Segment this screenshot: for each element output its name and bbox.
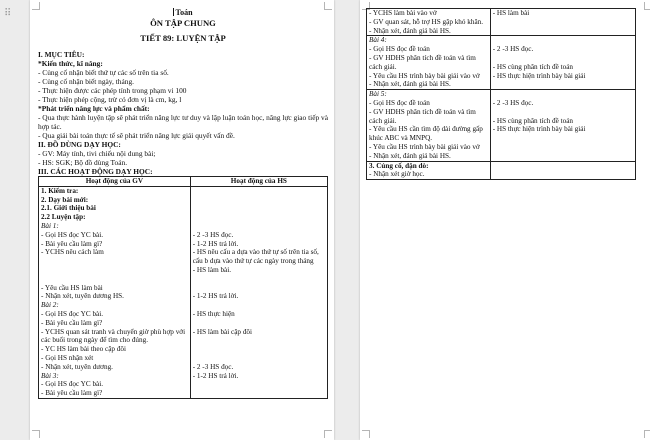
teacher-activity-line: - Nhận xét giờ học. [369,170,425,179]
column-header-teacher: Hoạt động của GV [39,177,191,187]
teacher-activity-line: - Gọi HS đọc YC bài. [41,380,104,389]
student-activity-line: - 1-2 HS trả lời. [192,239,239,248]
teacher-activity-line: - Yêu cầu HS trình bày bài giải vào vở [369,71,480,80]
student-activity-line [193,319,325,328]
student-activity-line: - 2 -3 HS đọc. [492,98,534,107]
student-activity-line: - 2 -3 HS đọc. [192,362,234,371]
teacher-activity-line: - Nhận xét, tuyên dương HS. [41,292,124,301]
teacher-activity-line [41,266,188,275]
capacity-heading: *Phát triển năng lực và phẩm chất: [38,104,150,113]
objectives-heading: I. MỤC TIÊU: [38,50,85,59]
exercise-title: Bài 5: [369,90,387,99]
student-activity-line: - HS thực hiện [192,309,235,318]
student-activity-line [193,284,325,293]
teacher-activity-line [41,275,188,284]
capacity-item: - Qua thực hành luyện tập sẽ phát triển năng lực tư duy và lập luận toán học, năng lực giao tiếp và hợp tác. [38,113,329,131]
student-activity-line [193,204,325,213]
spacer [493,36,633,45]
student-activity-cell [490,9,635,36]
teacher-activity-line: - Nhận xét, đánh giá bài HS. [369,80,451,89]
teacher-activity-cell [39,186,191,398]
student-activity-line [193,187,325,196]
student-activity-line: - HS làm bài [492,9,530,17]
spacer [493,54,633,63]
table-header-row [39,177,328,187]
crop-mark [362,430,370,438]
materials-item: - HS: SGK; Bộ đồ dùng Toán. [38,158,128,167]
capacity-list [38,113,328,140]
teacher-activity-line: - Bài yêu cầu làm gì? [41,239,103,248]
teacher-activity-line: - Gọi HS đọc YC bài. [41,230,104,239]
student-activity-line: - HS làm bài. [192,265,232,274]
teacher-activity-line: 2. Dạy bài mới: [41,195,89,204]
student-activity-line [193,345,325,354]
materials-list [38,149,328,167]
activities-table [38,176,328,399]
column-header-student: Hoạt động của HS [190,177,327,187]
student-activity-line [193,354,325,363]
teacher-activity-line: - Bài yêu cầu làm gì? [41,318,103,327]
activities-table-continued [366,8,636,180]
student-activity-line: - 2 -3 HS đọc. [192,230,234,239]
capacity-item: - Qua giải bài toán thực tế sẽ phát triển năng lực giải quyết vấn đề. [38,131,235,140]
teacher-activity-line [41,257,188,266]
document-page-1 [30,0,334,440]
knowledge-item: - Củng cố nhận biết ngày, tháng. [38,77,134,86]
teacher-activity-line: Bài 3: [41,371,59,380]
student-activity-line: - HS thực hiện trình bày bài giải [492,71,586,80]
student-activity-line [193,336,325,345]
table-row [367,90,636,161]
teacher-activity-line: - Yêu cầu HS làm bài [41,283,103,292]
student-activity-cell [190,186,327,398]
teacher-activity-line: - Gọi HS đọc YC bài. [41,309,104,318]
student-activity-line [193,213,325,222]
document-title: ÔN TẬP CHUNG [150,18,216,28]
teacher-activity-line: - Nhận xét, đánh giá bài HS. [369,151,451,160]
student-activity-line: - HS cùng phân tích đề toán [492,62,573,71]
teacher-activity-line: - Bài yêu cầu làm gì? [41,389,103,398]
spacer [493,108,633,117]
teacher-activity-line: - Gọi HS đọc đề toán [369,45,430,54]
knowledge-list [38,68,328,104]
teacher-activity-line: - YCHS quan sát tranh và chuyển giờ phù hợp với các buổi trong ngày để tìm cho đúng. [41,327,186,345]
teacher-activity-cell [367,36,491,90]
drag-handle-icon[interactable]: ⠿ [4,8,11,19]
teacher-activity-line: - YCHS làm bài vào vở [369,9,437,17]
crop-mark [644,430,650,438]
teacher-activity-cell [367,161,491,180]
teacher-activity-line: - YCHS nêu cách làm [41,248,104,257]
teacher-activity-line: 1. Kiểm tra: [41,186,79,195]
table-row [367,9,636,36]
teacher-activity-line: - Nhận xét, tuyên dương. [41,362,113,371]
knowledge-item: - Thực hiện phép cộng, trừ có đơn vị là cm, kg, l [38,95,182,104]
table-row [367,36,636,90]
student-activity-cell [490,90,635,161]
teacher-activity-line: - Yêu cầu HS cần tìm độ dài đường gấp khúc ABC và MNPQ. [369,125,483,143]
student-activity-line: - HS nêu cấu a dựa vào thứ tự số trên tia số, cấu b dựa vào thứ tự các ngày trong tháng [192,248,319,266]
teacher-activity-line: - GV HDHS phân tích đề toán và tìm cách giải. [369,107,476,125]
student-activity-line: - 1-2 HS trả lời. [192,371,239,380]
teacher-activity-line: - Gọi HS nhận xét [41,353,94,362]
student-activity-line: - 1-2 HS trả lời. [192,292,239,301]
activities-heading: III. CÁC HOẠT ĐỘNG DẠY HỌC: [38,167,153,176]
knowledge-item: - Củng cố nhận biết thứ tự các số trên tia số. [38,68,169,77]
teacher-activity-line: 2.1. Giới thiệu bài [41,204,96,213]
crop-mark [32,430,40,438]
student-activity-line [193,301,325,310]
document-page-2 [360,0,650,440]
teacher-activity-line: Bài 1: [41,221,59,230]
student-activity-line [193,222,325,231]
knowledge-heading: *Kiến thức, kĩ năng: [38,59,103,68]
page-2-body[interactable] [366,8,636,180]
teacher-activity-line: 2.2 Luyện tập: [41,213,86,222]
student-activity-line [193,196,325,205]
student-activity-line: - HS cùng phân tích đề toán [492,116,573,125]
teacher-activity-line: - Gọi HS đọc đề toán [369,98,430,107]
page-1-body[interactable] [38,8,328,399]
student-activity-line: - HS thực hiện trình bày bài giải [492,125,586,134]
crop-mark [324,430,332,438]
spacer [493,90,633,99]
section-heading: 3. Củng cố, dặn dò: [369,161,429,170]
teacher-activity-line: - GV quan sát, hỗ trợ HS gặp khó khăn. [369,17,484,26]
teacher-activity-line: - GV HDHS phân tích đề toán và tìm cách giải. [369,53,476,71]
teacher-activity-line: - Nhận xét, đánh giá bài HS. [369,26,451,35]
student-activity-line [193,275,325,284]
teacher-activity-cell [367,9,491,36]
lesson-title: TIẾT 89: LUYỆN TẬP [140,33,226,43]
student-activity-cell [490,161,635,180]
student-activity-cell [490,36,635,90]
subject-line: Toán [175,8,193,17]
table-row [39,186,328,398]
teacher-activity-line: - YC HS làm bài theo cặp đôi [41,345,126,354]
student-activity-line: - HS làm bài cặp đôi [192,327,253,336]
teacher-activity-line: Bài 2: [41,301,59,310]
knowledge-item: - Thực hiện được các phép tính trong phạm vi 100 [38,86,187,95]
student-activity-line: - 2 -3 HS đọc. [492,45,534,54]
exercise-title: Bài 4: [369,36,387,45]
materials-heading: II. ĐỒ DÙNG DẠY HỌC: [38,140,121,149]
teacher-activity-line: - Yêu cầu HS trình bày bài giải vào vở [369,142,480,151]
materials-item: - GV: Máy tính, tivi chiếu nội dung bài; [38,149,156,158]
teacher-activity-cell [367,90,491,161]
crop-mark [644,2,650,10]
table-row [367,161,636,180]
